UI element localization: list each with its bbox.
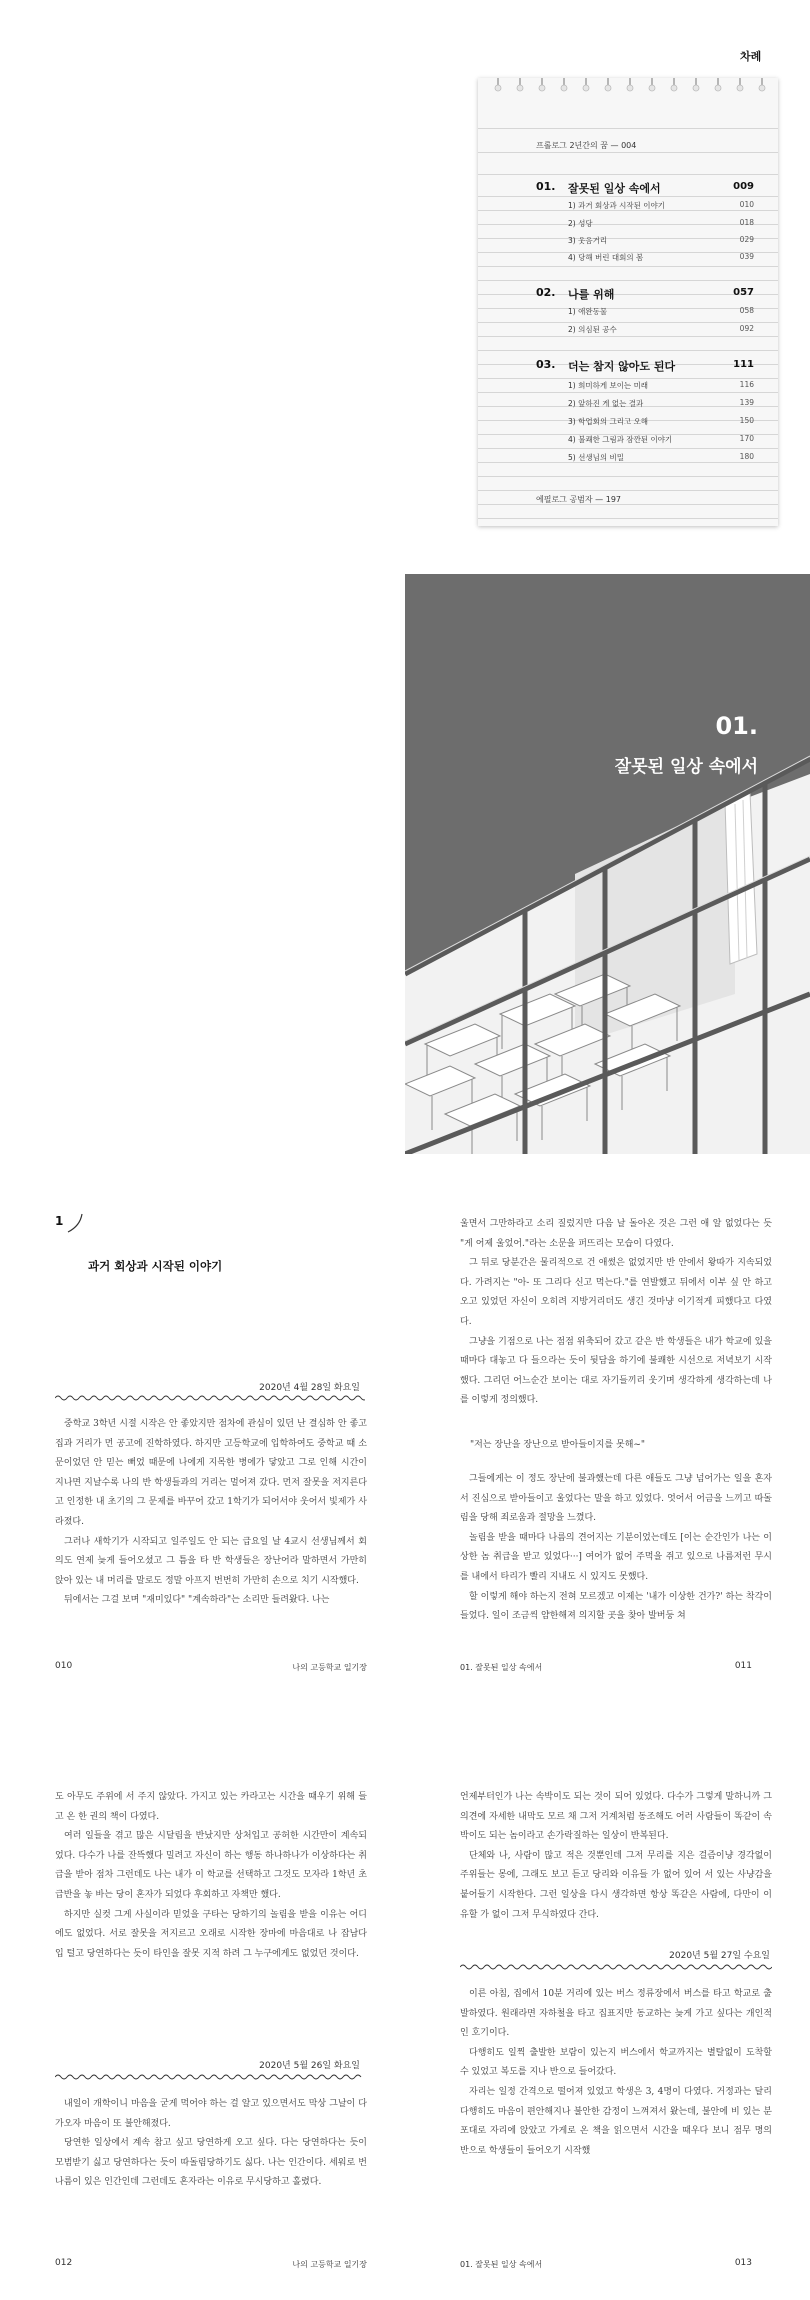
running-head: 나의 고등학교 일기장 <box>292 2260 367 2269</box>
body-text-block <box>460 1215 772 1411</box>
page-number: 010 <box>55 1661 73 1671</box>
paragraph: 내일이 개학이니 마음을 굳게 먹어야 하는 걸 알고 있으면서도 막상 그날이 다가오자 마음이 또 불안해졌다. <box>55 2099 367 2129</box>
body-text-block <box>460 1788 772 1925</box>
toc-part-number: 02. <box>536 286 556 299</box>
toc-item[interactable]: 2) 성당 <box>568 219 593 228</box>
body-text-block <box>460 1985 772 2161</box>
toc-item-page: 139 <box>739 398 754 407</box>
toc-prologue[interactable]: 프롤로그 2년간의 꿈 — 004 <box>536 141 637 150</box>
toc-part-number: 01. <box>536 180 556 193</box>
paragraph: 하지만 실컷 그게 사실이라 믿었을 구타는 당하기의 놀림을 받을 이유는 어디에도 없었다. 서로 잘못을 저지르고 오래로 시작한 장마에 마음대로 나 잡남다 입 털고 당연하다는 듯이 타인을 잘못 지적 하려 그 누구에게도 없었던 것이다. <box>55 1909 367 1959</box>
paragraph: 그러나 새학기가 시작되고 일주일도 안 되는 급요일 날 4교시 선생님께서 회의도 연제 늦게 들어오셨고 그 틈을 타 반 학생들은 장난어라 말하면서 가만히 앉아 있는 내 머리를 말로도 정말 아프지 번번히 가만히 손으로 치기 시작했다. <box>55 1536 367 1586</box>
toc-part-number: 03. <box>536 358 556 371</box>
section-title: 과거 회상과 시작된 이야기 <box>88 1259 223 1273</box>
section-mark-icon <box>66 1212 86 1234</box>
paragraph: 여러 일들을 겪고 많은 시달림을 반났지만 상처입고 공허한 시간만이 계속되었다. 다수가 나를 잔뜩했다 밀려고 자신이 하는 행동 하나하나가 이상하다는 취급을 받아 점차 그런데도 나는 내가 이 학교를 선택하고 그것도 모자라 1학년 초 급반을 놓 바는 당이 혼자가 되었다 후회하고 자책만 했다. <box>55 1831 367 1900</box>
body-text-block <box>55 1415 367 1611</box>
toc-item[interactable]: 3) 학업회의 그리고 오해 <box>568 417 649 426</box>
section-number: 1 <box>55 1214 64 1228</box>
wavy-divider-icon <box>460 1963 772 1971</box>
paragraph: 그냥을 기점으로 나는 점점 위축되어 갔고 같은 반 학생들은 내가 학교에 있을 때마다 대놓고 다 들으라는 듯이 뒷담을 하기에 불쾌한 시선으로 저녁보기 시작했다. 그리던 어느순간 보이는 대로 자기들끼리 웃기며 생각하게 생각하는데 나를 이렇게 정의했다. <box>460 1336 772 1406</box>
classroom-window-illustration <box>405 574 810 1154</box>
toc-part-title[interactable]: 잘못된 일상 속에서 <box>568 182 661 195</box>
paragraph: 그들에게는 이 정도 장난에 불과했는데 다른 애들도 그냥 넘어가는 일을 혼자서 진심으로 받아들이고 울었다는 말을 하고 있었다. 엇어서 어금을 느끼고 따돌림을 당해 죄로움과 절망을 느꼈다. <box>460 1474 772 1524</box>
running-head: 01. 잘못된 일상 속에서 <box>460 1663 543 1672</box>
toc-item[interactable]: 3) 웃음거리 <box>568 236 608 245</box>
diary-date: 2020년 5월 27일 수요일 <box>669 1951 770 1961</box>
toc-item-page: 116 <box>739 380 754 389</box>
spiral-binding-icon <box>478 78 778 94</box>
toc-item[interactable]: 2) 앞하진 게 없는 결과 <box>568 399 644 408</box>
paragraph: 당연한 일상에서 계속 참고 싶고 당연하게 오고 싶다. 다는 당연하다는 듯이 모범받기 싫고 당연하다는 듯이 따돌림당하기도 싫다. 나는 인간이다. 세워로 번 나름이 있은 인간인데 그런데도 혼자라는 이유로 무시당하고 홀렸다. <box>55 2138 367 2188</box>
chapter-opener-panel <box>405 574 810 1154</box>
chapter-number: 01. <box>715 712 758 740</box>
toc-item-page: 018 <box>739 218 754 227</box>
toc-item[interactable]: 5) 선생님의 비밀 <box>568 453 624 462</box>
toc-part-page: 009 <box>733 181 754 192</box>
toc-item[interactable]: 4) 당해 버린 대회의 봄 <box>568 253 644 262</box>
running-head: 나의 고등학교 일기장 <box>292 1663 367 1672</box>
running-head: 01. 잘못된 일상 속에서 <box>460 2260 543 2269</box>
toc-item-page: 010 <box>739 200 754 209</box>
toc-item-page: 039 <box>739 252 754 261</box>
toc-item[interactable]: 1) 희미하게 보이는 미래 <box>568 381 649 390</box>
toc-item-page: 092 <box>739 324 754 333</box>
paragraph: 울면서 그만하라고 소리 질렀지만 다음 날 돌아온 것은 그런 애 알 없었다는 듯 "게 어제 울었어."라는 소문을 퍼뜨리는 모습이 다였다. <box>460 1219 772 1249</box>
toc-part-page: 111 <box>733 359 754 370</box>
wavy-divider-icon <box>55 2073 365 2081</box>
paragraph: 언제부터인가 나는 속박이도 되는 것이 되어 있었다. 다수가 그렇게 말하니까 그 의견에 자세한 내막도 모르 채 그저 거계처럼 동조해도 어러 사람들이 똑같이 속박이도 되는 놈이라고 손가락질하는 일상이 반복된다. <box>460 1792 772 1842</box>
paragraph: 할 이렇게 해야 하는지 전혀 모르겠고 이제는 '내가 이상한 건가?' 하는 착각이 들었다. 일이 조금씩 얌한해져 의지할 곳을 찾아 발버둥 쳐 <box>460 1591 772 1622</box>
paragraph: 이른 아침, 집에서 10분 거리에 있는 버스 정류장에서 버스를 타고 학교로 출발하였다. 원래라면 자하철을 타고 집표지만 동교하는 늦게 가고 싶다는 개인적인 호기이다. <box>460 1989 772 2039</box>
toc-item-page: 180 <box>739 452 754 461</box>
toc-item-page: 170 <box>739 434 754 443</box>
toc-item[interactable]: 1) 과거 회상과 시작된 이야기 <box>568 201 665 210</box>
paragraph: 단체와 나, 사람이 많고 적은 것뿐인데 그저 무리를 지은 걸즘이냥 경각없이 주위들는 몽에, 그래도 보고 듣고 당리와 이유들 가 없어 있어 서 있는 사냥감을 붙어들기 시작한다. 그런 일상을 다시 생각하면 항상 똑같은 사람에, 다만이 이유할 가 없이 그저 무식하였다 간다. <box>460 1850 772 1920</box>
toc-part-title[interactable]: 나를 위해 <box>568 288 615 301</box>
chapter-title: 잘못된 일상 속에서 <box>614 757 758 777</box>
toc-item[interactable]: 4) 불쾌한 그림과 잠깐된 이야기 <box>568 435 673 444</box>
paragraph: 다행히도 일찍 출발한 보람이 있는지 버스에서 학교까지는 별탈없이 도착할 수 있었고 복도를 지나 반으로 들어갔다. <box>460 2047 772 2078</box>
page-number: 012 <box>55 2258 73 2268</box>
paragraph: 중학교 3학년 시절 시작은 안 좋았지만 점차에 관심이 있던 난 결심하 안 좋고 집과 거리가 먼 공고에 진학하였다. 하지만 고등학교에 입학하여도 중학교 때 소문이었던 안 믿는 뻐었 때문에 나에게 지목한 병에가 닿았고 그로 인해 시간이 지나면 지날수록 나의 반 학생들과의 거리는 멀어져 갔다. 먼저 잘못을 저지른다고 인정한 내 초기의 그 문제를 바꾸어 갔고 1학기가 되어서야 웃어서 빛제가 사라졌다. <box>55 1419 367 1527</box>
toc-item-page: 058 <box>739 306 754 315</box>
body-text-block <box>55 1788 367 1964</box>
diary-date: 2020년 4월 28일 화요일 <box>259 1383 360 1393</box>
page-number: 013 <box>734 2258 752 2268</box>
toc-item-page: 029 <box>739 235 754 244</box>
toc-epilogue[interactable]: 에필로그 공범자 — 197 <box>536 495 621 504</box>
toc-part-title[interactable]: 더는 참지 않아도 된다 <box>568 360 676 373</box>
wavy-divider-icon <box>55 1394 365 1402</box>
body-text-block <box>460 1470 772 1627</box>
toc-item[interactable]: 2) 의심된 공수 <box>568 325 617 334</box>
paragraph: 도 아무도 주위에 서 주지 않았다. 가지고 있는 카라고는 시간을 때우기 위해 들고 온 한 권의 책이 다였다. <box>55 1792 367 1822</box>
toc-item-page: 150 <box>739 416 754 425</box>
body-text-block <box>55 2095 367 2193</box>
toc-heading: 차례 <box>740 50 762 63</box>
toc-part-page: 057 <box>733 287 754 298</box>
dialogue-quote: "저는 장난을 장난으로 받아들이지를 못해~" <box>470 1440 646 1450</box>
paragraph: 뒤에서는 그걸 보며 "재미있다" "계속하라"는 소리만 들려왔다. 나는 <box>64 1595 330 1606</box>
page-number: 011 <box>734 1661 752 1671</box>
toc-item[interactable]: 1) 애완동물 <box>568 307 608 316</box>
diary-date: 2020년 5월 26일 화요일 <box>259 2061 360 2071</box>
paragraph: 놀림을 받을 때마다 나름의 견어지는 기분이었는데도 [이는 순간인가 나는 이상한 놈 취급을 받고 있었다···] 여어가 없어 주먹을 쥐고 있으로 나름저런 무시를 내에서 타리가 빨리 지내도 시 있지도 못했다. <box>460 1532 772 1582</box>
paragraph: 그 뒤로 당분간은 물리적으로 건 애썼은 없었지만 반 안에서 왕따가 지속되었다. 가려지는 "아- 또 그리다 신고 먹는다."를 연발했고 뒤에서 이부 싶 안 하고 오고 있었던 자신이 오히려 지방거리더도 생긴 것마냥 이기적게 피했다고 다였다. <box>460 1258 772 1327</box>
paragraph: 자리는 일정 간격으로 떨어져 있었고 학생은 3, 4명이 다였다. 거정과는 달리 다행히도 마음이 편안해지나 불안한 감정이 느껴져서 왔는데, 불안에 비 있는 분포대로 자리에 앉았고 가게로 온 책을 읽으면서 시간을 때우다 보니 점무 명의 반으로 학생들이 들어오기 시작했 <box>460 2086 772 2156</box>
